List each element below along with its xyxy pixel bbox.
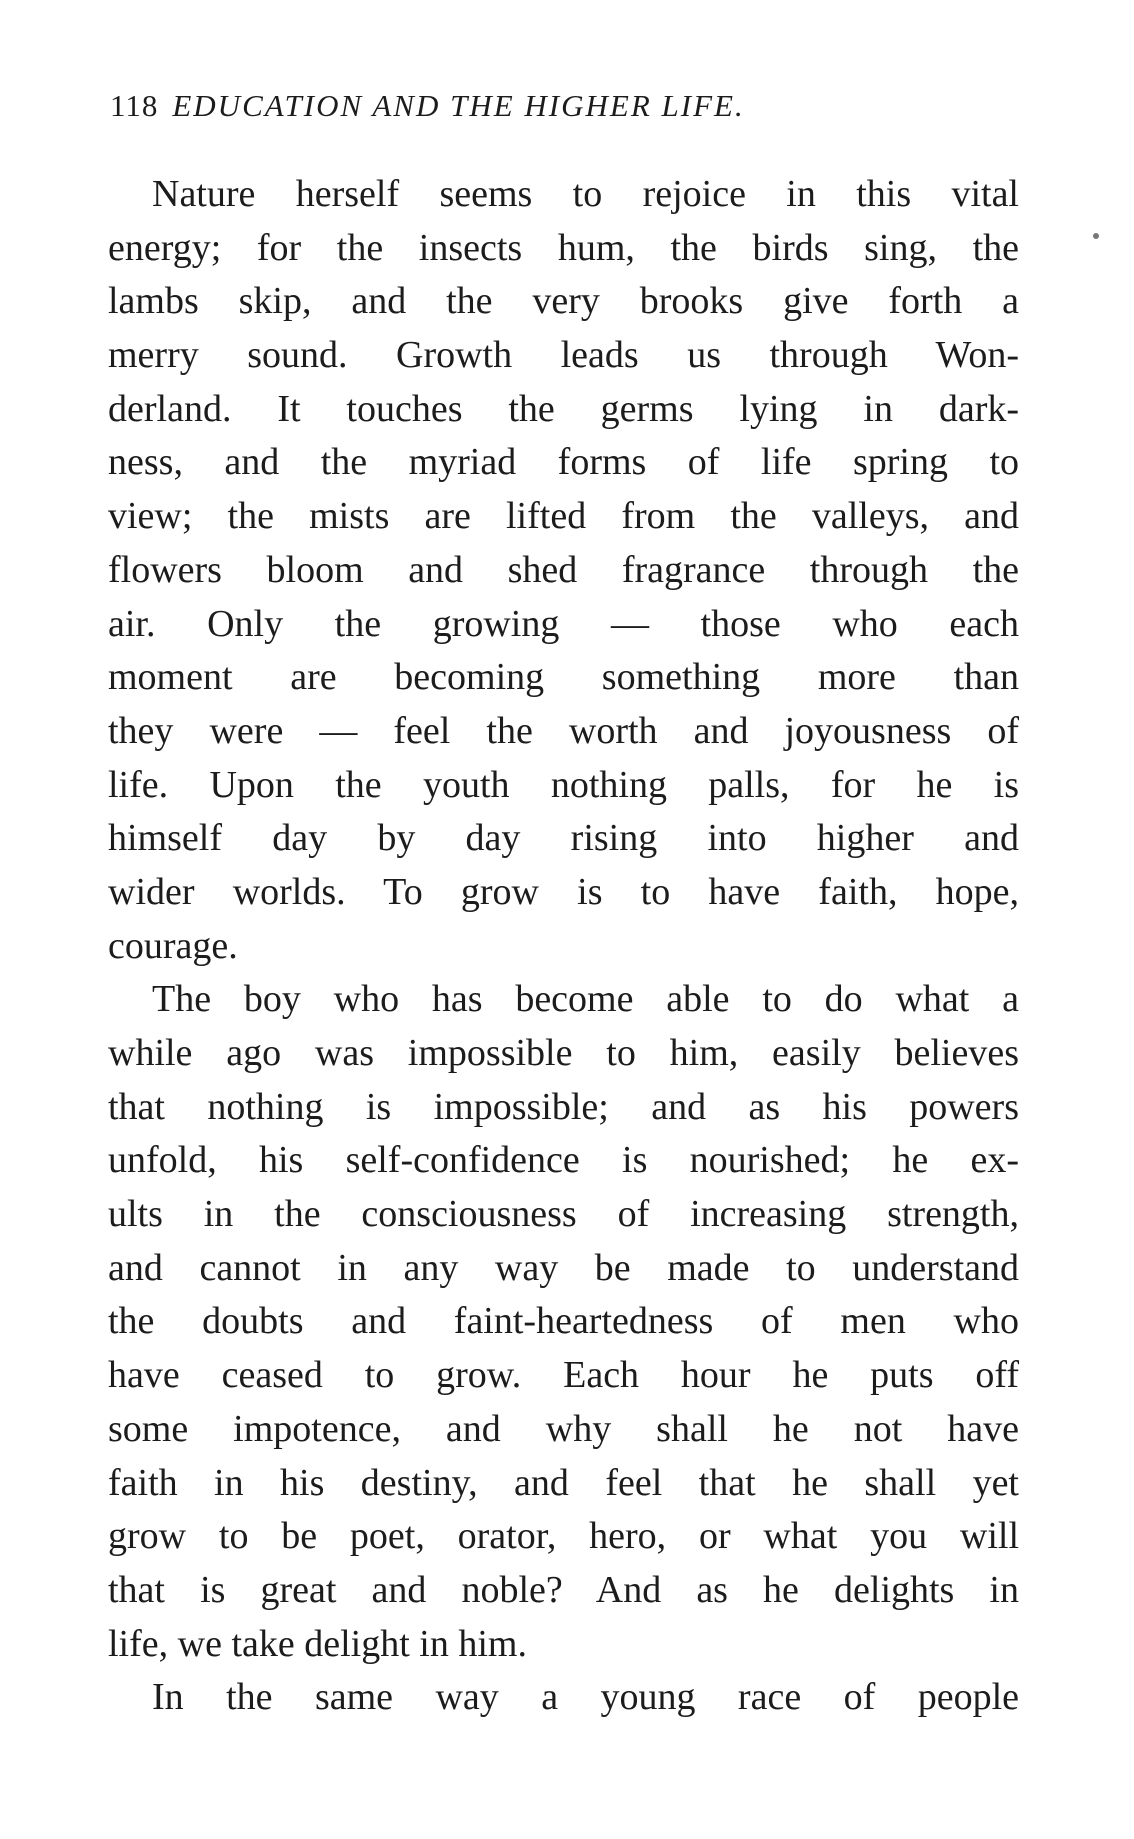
text-line: himself day by day rising into higher and: [108, 817, 1019, 860]
text-line: ness, and the myriad forms of life spring to: [108, 441, 1019, 484]
page-number: 118: [110, 88, 159, 123]
text-line: faith in his destiny, and feel that he shall yet: [108, 1461, 1019, 1504]
text-line: In the same way a young race of people: [152, 1676, 1019, 1719]
text-line: and cannot in any way be made to understand: [108, 1246, 1019, 1289]
text-line: have ceased to grow. Each hour he puts off: [108, 1354, 1019, 1397]
text-line: some impotence, and why shall he not have: [108, 1407, 1019, 1450]
running-head: [110, 88, 745, 124]
text-line: Nature herself seems to rejoice in this vital: [152, 173, 1019, 215]
text-line: derland. It touches the germs lying in dark-: [108, 387, 1019, 430]
text-line: merry sound. Growth leads us through Won-: [108, 334, 1019, 377]
text-line: the doubts and faint-heartedness of men who: [108, 1300, 1019, 1343]
text-line: The boy who has become able to do what a: [152, 978, 1019, 1021]
text-line: wider worlds. To grow is to have faith, hope,: [108, 870, 1019, 913]
text-line: view; the mists are lifted from the valleys, and: [108, 495, 1019, 538]
body-text: [108, 168, 1019, 1725]
text-line: while ago was impossible to him, easily believes: [108, 1032, 1019, 1074]
running-head-title: EDUCATION AND THE HIGHER LIFE.: [172, 88, 745, 123]
text-line: lambs skip, and the very brooks give forth a: [108, 280, 1019, 323]
text-line: air. Only the growing — those who each: [108, 602, 1019, 645]
text-line: courage.: [108, 924, 238, 967]
text-line: they were — feel the worth and joyousness of: [108, 709, 1019, 752]
text-line: energy; for the insects hum, the birds sing, the: [108, 226, 1019, 269]
text-line: flowers bloom and shed fragrance through the: [108, 548, 1019, 591]
text-line: grow to be poet, orator, hero, or what you will: [108, 1515, 1019, 1558]
text-line: moment are becoming something more than: [108, 656, 1019, 699]
text-line: that is great and noble? And as he delights in: [108, 1568, 1019, 1611]
text-line: life, we take delight in him.: [108, 1622, 527, 1665]
text-line: ults in the consciousness of increasing strength,: [108, 1193, 1019, 1236]
ink-speck: [1093, 233, 1099, 239]
text-line: unfold, his self-confidence is nourished; he ex-: [108, 1139, 1019, 1182]
text-line: life. Upon the youth nothing palls, for he is: [108, 763, 1019, 806]
text-line: that nothing is impossible; and as his powers: [108, 1085, 1019, 1128]
